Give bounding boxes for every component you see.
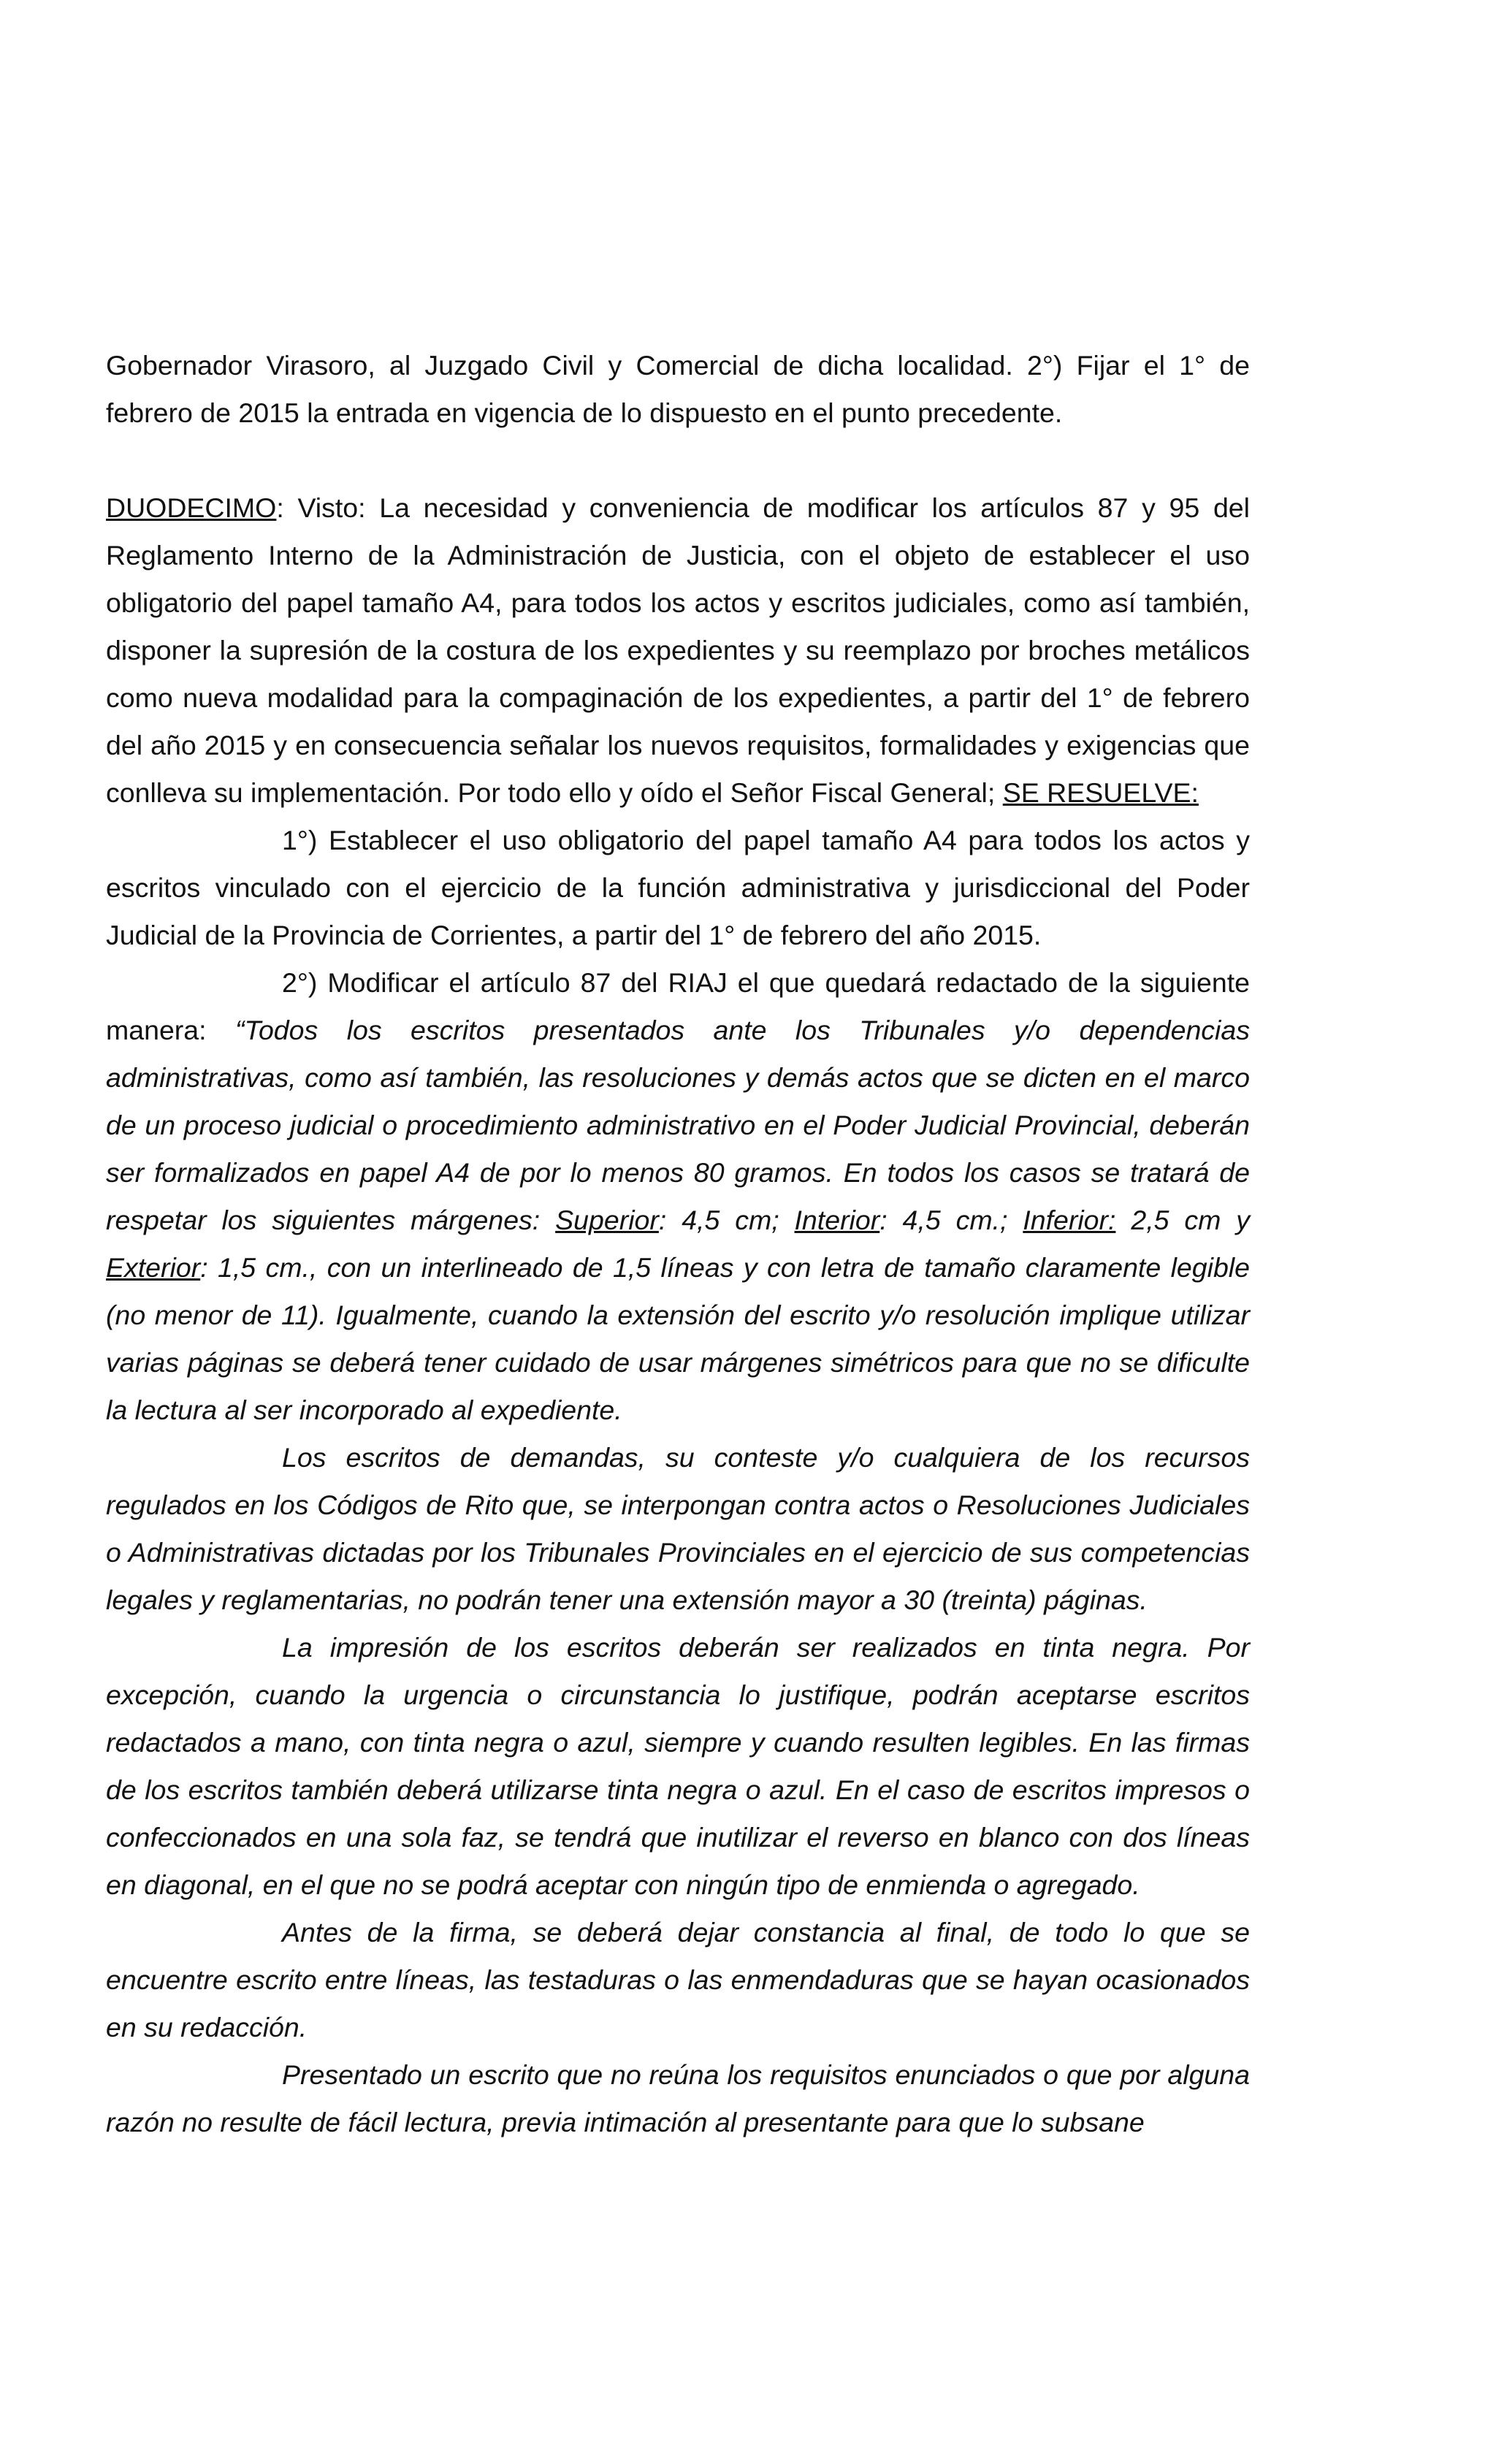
paragraph-text: La impresión de los escritos deberán ser realizados en tinta negra. Por excepción, cuando la urgencia o circunstancia lo justifique, podrán aceptarse escritos redactados a mano, con tinta negra o azul, siempre y cuando resulten legibles. En las firmas de los escritos también deberá utilizarse tinta negra o azul. En el caso de escritos impresos o confeccionados en una sola faz, se tendrá que inutilizar el reverso en blanco con dos líneas en diagonal, en el que no se podrá aceptar con ningún tipo de enmienda o agregado. bbox=[106, 1632, 1250, 1900]
margin-superior-label: Superior bbox=[555, 1205, 659, 1235]
paragraph-text: Presentado un escrito que no reúna los requisitos enunciados o que por alguna razón no resulte de fácil lectura, previa intimación al presentante para que lo subsane bbox=[106, 2059, 1250, 2137]
margin-superior-value: : 4,5 cm; bbox=[658, 1205, 795, 1235]
document-page bbox=[106, 342, 1250, 2146]
paragraph-duodecimo bbox=[106, 484, 1250, 817]
paragraph-firma bbox=[106, 1909, 1250, 2051]
quoted-text: : 1,5 cm., con un interlineado de 1,5 líneas y con letra de tamaño claramente legible (no menor de 11). Igualmente, cuando la extensión del escrito y/o resolución implique utilizar varias páginas se deberá tener cuidado de usar márgenes simétricos para que no se dificulte la lectura al ser incorporado al expediente. bbox=[106, 1252, 1250, 1425]
paragraph-intro: 2°) Modificar el artículo 87 del RIAJ el que quedará redactado de la siguiente manera: bbox=[106, 967, 1250, 1045]
margin-inferior-value: 2,5 cm y bbox=[1115, 1205, 1250, 1235]
paragraph-impresion bbox=[106, 1624, 1250, 1909]
paragraph-demandas bbox=[106, 1434, 1250, 1624]
paragraph-text: Los escritos de demandas, su conteste y/o cualquiera de los recursos regulados en los Códigos de Rito que, se interpongan contra actos o Resoluciones Judiciales o Administrativas dictadas por los Tribunales Provinciales en el ejercicio de sus competencias legales y reglamentarias, no podrán tener una extensión mayor a 30 (treinta) páginas. bbox=[106, 1442, 1250, 1615]
paragraph-continuation bbox=[106, 342, 1250, 437]
paragraph-point-1 bbox=[106, 817, 1250, 959]
paragraph-text: : Visto: La necesidad y conveniencia de modificar los artículos 87 y 95 del Reglamento Interno de la Administración de Justicia, con el objeto de establecer el uso obligatorio del papel tamaño A4, para todos los actos y escritos judiciales, como así también, disponer la supresión de la costura de los expedientes y su reemplazo por broches metálicos como nueva modalidad para la compaginación de los expedientes, a partir del 1° de febrero del año 2015 y en consecuencia señalar los nuevos requisitos, formalidades y exigencias que conlleva su implementación. Por todo ello y oído el Señor Fiscal General; bbox=[106, 492, 1250, 808]
paragraph-point-2 bbox=[106, 959, 1250, 1434]
paragraph-text: 1°) Establecer el uso obligatorio del papel tamaño A4 para todos los actos y escritos vinculado con el ejercicio de la función administrativa y jurisdiccional del Poder Judicial de la Provincia de Corrientes, a partir del 1° de febrero del año 2015. bbox=[106, 825, 1250, 950]
quoted-text: “Todos los escritos presentados ante los Tribunales y/o dependencias administrativas, como así también, las resoluciones y demás actos que se dicten en el marco de un proceso judicial o procedimiento administrativo en el Poder Judicial Provincial, deberán ser formalizados en papel A4 de por lo menos 80 gramos. En todos los casos se tratará de respetar los siguientes márgenes: bbox=[106, 1015, 1250, 1235]
paragraph-presentado bbox=[106, 2051, 1250, 2146]
margin-exterior-label: Exterior bbox=[106, 1252, 201, 1283]
margin-interior-label: Interior bbox=[794, 1205, 880, 1235]
section-heading: DUODECIMO bbox=[106, 492, 277, 523]
margin-inferior-label: Inferior: bbox=[1023, 1205, 1116, 1235]
paragraph-text: Gobernador Virasoro, al Juzgado Civil y Comercial de dicha localidad. 2°) Fijar el 1° de febrero de 2015 la entrada en vigencia de lo dispuesto en el punto precedente. bbox=[106, 350, 1250, 428]
paragraph-text: Antes de la firma, se deberá dejar constancia al final, de todo lo que se encuentre escrito entre líneas, las testaduras o las enmendaduras que se hayan ocasionados en su redacción. bbox=[106, 1917, 1250, 2042]
margin-interior-value: : 4,5 cm.; bbox=[879, 1205, 1023, 1235]
resolve-label: SE RESUELVE: bbox=[1002, 777, 1199, 808]
